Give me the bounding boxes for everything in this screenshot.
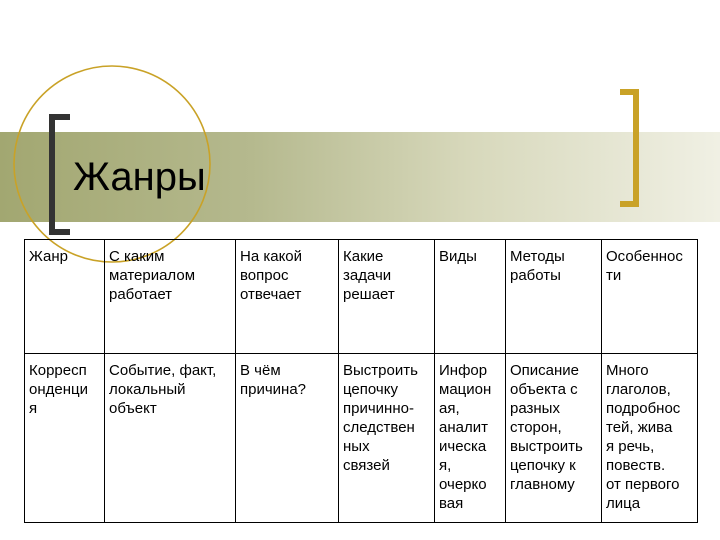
slide-title: Жанры: [73, 155, 206, 199]
table-cell: Инфор мацион ая, аналит ическа я, очерко вая: [435, 354, 506, 523]
header-cell-types: Виды: [435, 240, 506, 354]
left-bracket: [52, 117, 70, 232]
header-cell-genre: Жанр: [25, 240, 105, 354]
table-cell: Выстроить цепочку причинно- следствен ных связей: [339, 354, 435, 523]
header-cell-material: С каким материалом работает: [105, 240, 236, 354]
header-cell-features: Особеннос ти: [602, 240, 698, 354]
header-cell-methods: Методы работы: [506, 240, 602, 354]
table-cell: Описание объекта с разных сторон, выстроить цепочку к главному: [506, 354, 602, 523]
table-cell: Корресп онденци я: [25, 354, 105, 523]
table-cell: Событие, факт, локальный объект: [105, 354, 236, 523]
table-header-row: [25, 240, 698, 354]
table-row: [25, 354, 698, 523]
genres-table: [24, 239, 698, 523]
header-cell-tasks: Какие задачи решает: [339, 240, 435, 354]
genres-table-container: [24, 239, 698, 523]
right-bracket: [620, 92, 636, 204]
table-cell: В чём причина?: [236, 354, 339, 523]
header-cell-question: На какой вопрос отвечает: [236, 240, 339, 354]
table-cell: Много глаголов, подробнос тей, жива я речь, повеств. от первого лица: [602, 354, 698, 523]
